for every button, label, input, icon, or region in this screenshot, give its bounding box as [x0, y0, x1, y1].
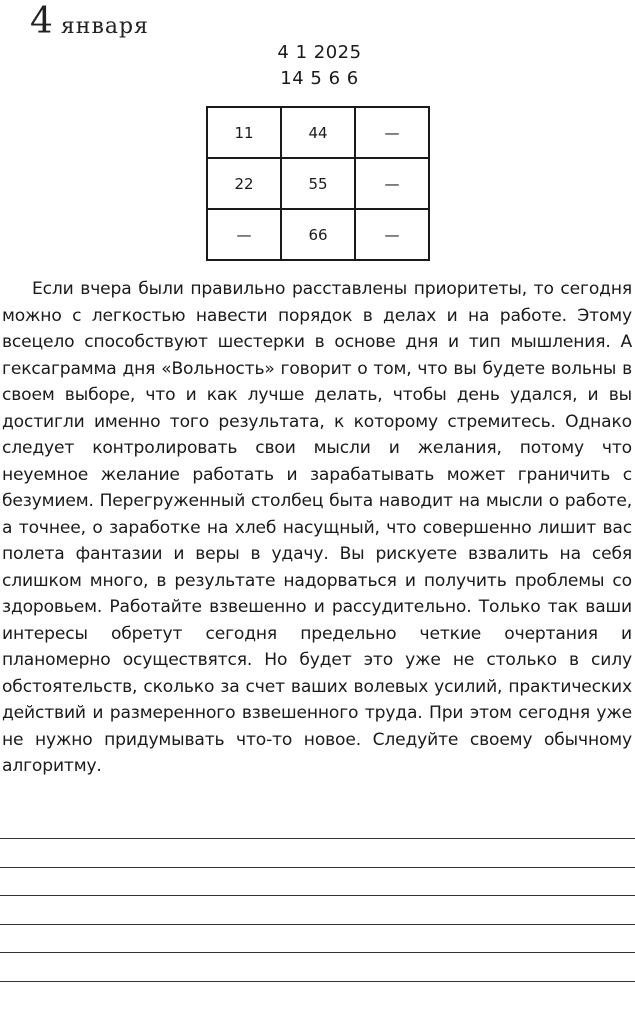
- month-name: января: [60, 14, 149, 39]
- grid-row: [207, 107, 429, 158]
- grid-cell: —: [355, 209, 429, 260]
- note-line: [0, 952, 635, 953]
- page-header: [30, 1, 149, 42]
- date-numbers: [0, 40, 635, 92]
- grid-cell: —: [355, 158, 429, 209]
- grid-cell: —: [207, 209, 281, 260]
- notes-lines: [0, 838, 635, 1009]
- grid-row: [207, 209, 429, 260]
- grid-cell: 11: [207, 107, 281, 158]
- date-digits-line: 14 5 6 6: [280, 68, 359, 89]
- note-line: [0, 895, 635, 896]
- grid-cell: 55: [281, 158, 355, 209]
- note-line: [0, 867, 635, 868]
- note-line: [0, 838, 635, 839]
- grid-cell: 44: [281, 107, 355, 158]
- note-line: [0, 981, 635, 982]
- grid-cell: 22: [207, 158, 281, 209]
- grid-cell: —: [355, 107, 429, 158]
- grid-cell: 66: [281, 209, 355, 260]
- note-line: [0, 924, 635, 925]
- day-number: 4: [30, 1, 53, 42]
- body-paragraph: Если вчера были правильно расставлены приоритеты, то сегодня можно с легкостью навести порядок в делах и на работе. Этому всецело способствуют шестерки в основе дня и тип мышления. А гексаграмма дня «Вольность» говорит о том, что вы будете вольны в своем выборе, что и как лучше делать, чтобы день удался, и вы достигли именно того результата, к которому стремитесь. Однако следует контролировать свои мысли и желания, потому что неуемное желание работать и зарабатывать может граничить с безумием. Перегруженный столбец быта наводит на мысли о работе, а точнее, о заработке на хлеб насущный, что совершенно лишит вас полета фантазии и веры в удачу. Вы рискуете взвалить на себя слишком много, в результате надорваться и получить проблемы со здоровьем. Работайте взвешенно и рассудительно. Только так ваши интересы обретут сегодня предельно четкие очертания и планомерно осуществятся. Но будет это уже не столько в силу обстоятельств, сколько за счет ваших волевых усилий, практических действий и размеренного взвешенного труда. При этом сегодня уже не нужно придумывать что-то новое. Следуйте своему обычному алгоритму.: [2, 279, 632, 776]
- date-line: 4 1 2025: [277, 42, 362, 63]
- numerology-grid: [206, 106, 430, 261]
- grid-row: [207, 158, 429, 209]
